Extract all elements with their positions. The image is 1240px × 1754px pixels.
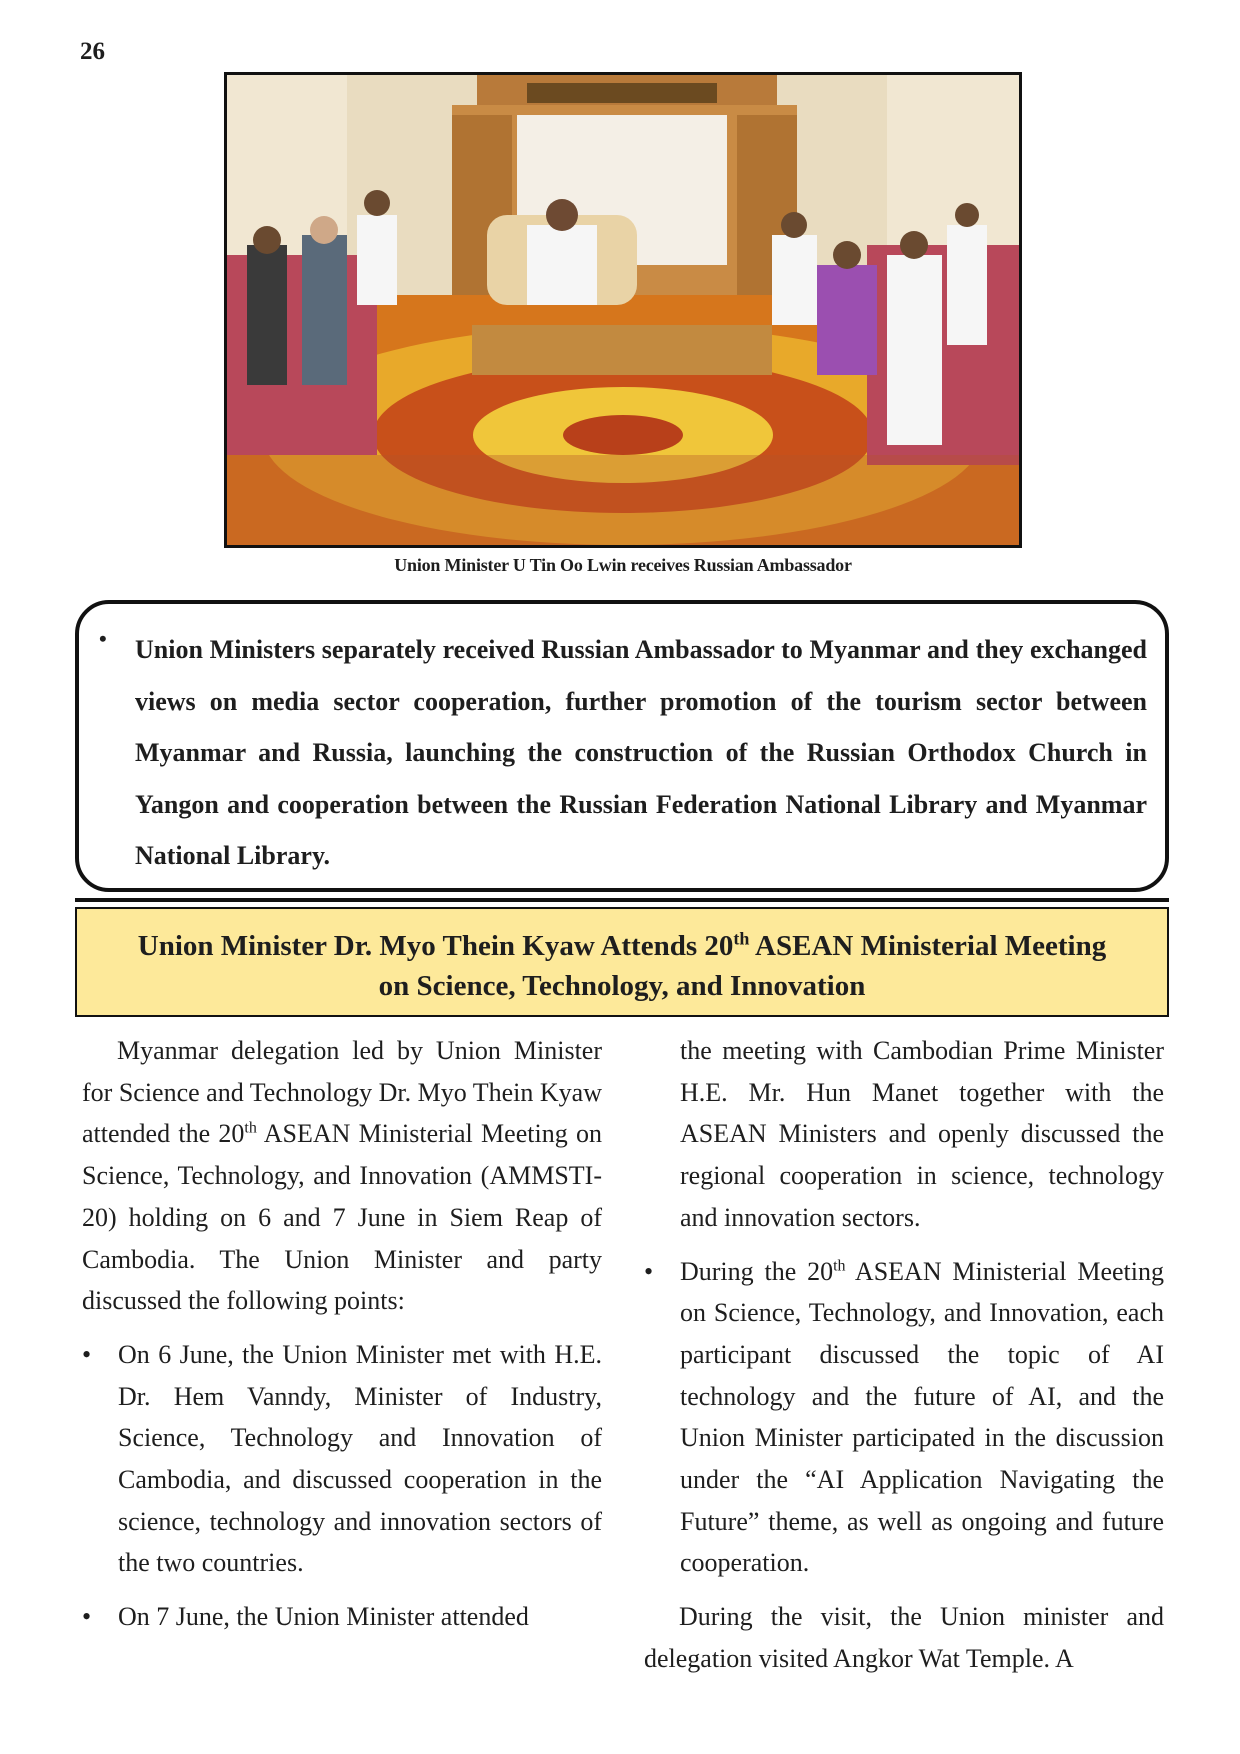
meeting-room-illustration bbox=[227, 75, 1019, 545]
list-item-text: ASEAN Ministerial Meeting on Science, Technology, and Innovation, each participant discussed the topic of AI technology and the future of AI, and the Union Minister participated in the discussion under the “AI Application Navigating the Future” theme, as well as ongoing and future cooperation. bbox=[680, 1256, 1164, 1578]
list-item: • On 7 June, the Union Minister attended bbox=[82, 1596, 602, 1638]
list-item-text: During the 20 bbox=[680, 1256, 834, 1286]
list-item bbox=[644, 1251, 1164, 1585]
photo-caption: Union Minister U Tin Oo Lwin receives Russian Ambassador bbox=[394, 555, 852, 575]
intro-superscript: th bbox=[244, 1119, 257, 1137]
right-column bbox=[644, 1030, 1164, 1680]
headline-line-2: on Science, Technology, and Innovation bbox=[378, 970, 866, 1002]
intro-paragraph bbox=[82, 1030, 602, 1322]
divider-rule bbox=[75, 898, 1169, 902]
bullet-list bbox=[82, 1334, 602, 1638]
list-item-continuation: the meeting with Cambodian Prime Minister H.E. Mr. Hun Manet together with the ASEAN Ministers and openly discussed the regional cooperation in science, technology and innovation sectors. bbox=[680, 1036, 1164, 1232]
left-column bbox=[82, 1030, 602, 1638]
list-item: • On 6 June, the Union Minister met with H.E. Dr. Hem Vanndy, Minister of Industry, Science, Technology and Innovation of Cambodia, and discussed cooperation in the science, technology and innovation sectors of the two countries. bbox=[82, 1334, 602, 1584]
headline-text-part: ASEAN Ministerial Meeting bbox=[749, 930, 1107, 962]
article-headline bbox=[75, 907, 1169, 1017]
intro-text: Myanmar delegation led by Union Minister for Science and Technology Dr. Myo Thein Kyaw attended the 20 bbox=[82, 1036, 602, 1149]
bullet-glyph: • bbox=[99, 626, 107, 651]
highlight-text: Union Ministers separately received Russian Ambassador to Myanmar and they exchanged views on media sector cooperation, further promotion of the tourism sector between Myanmar and Russia, launching the construction of the Russian Orthodox Church in Yangon and cooperation between the Russian Federation National Library and Myanmar National Library. bbox=[135, 635, 1147, 870]
headline-superscript: th bbox=[733, 928, 750, 949]
closing-paragraph: During the visit, the Union minister and delegation visited Angkor Wat Temple. A bbox=[644, 1602, 1164, 1673]
page-number: 26 bbox=[80, 38, 105, 65]
headline-text-part: Union Minister Dr. Myo Thein Kyaw Attends 20 bbox=[137, 930, 734, 962]
bullet-list bbox=[644, 1251, 1164, 1585]
intro-text: ASEAN Ministerial Meeting on Science, Technology, and Innovation (AMMSTI-20) holding on 6 and 7 June in Siem Reap of Cambodia. The Union Minister and party discussed the following points: bbox=[82, 1119, 602, 1316]
meeting-photo bbox=[224, 72, 1022, 548]
list-item-superscript: th bbox=[833, 1256, 846, 1274]
highlight-box bbox=[75, 600, 1169, 892]
